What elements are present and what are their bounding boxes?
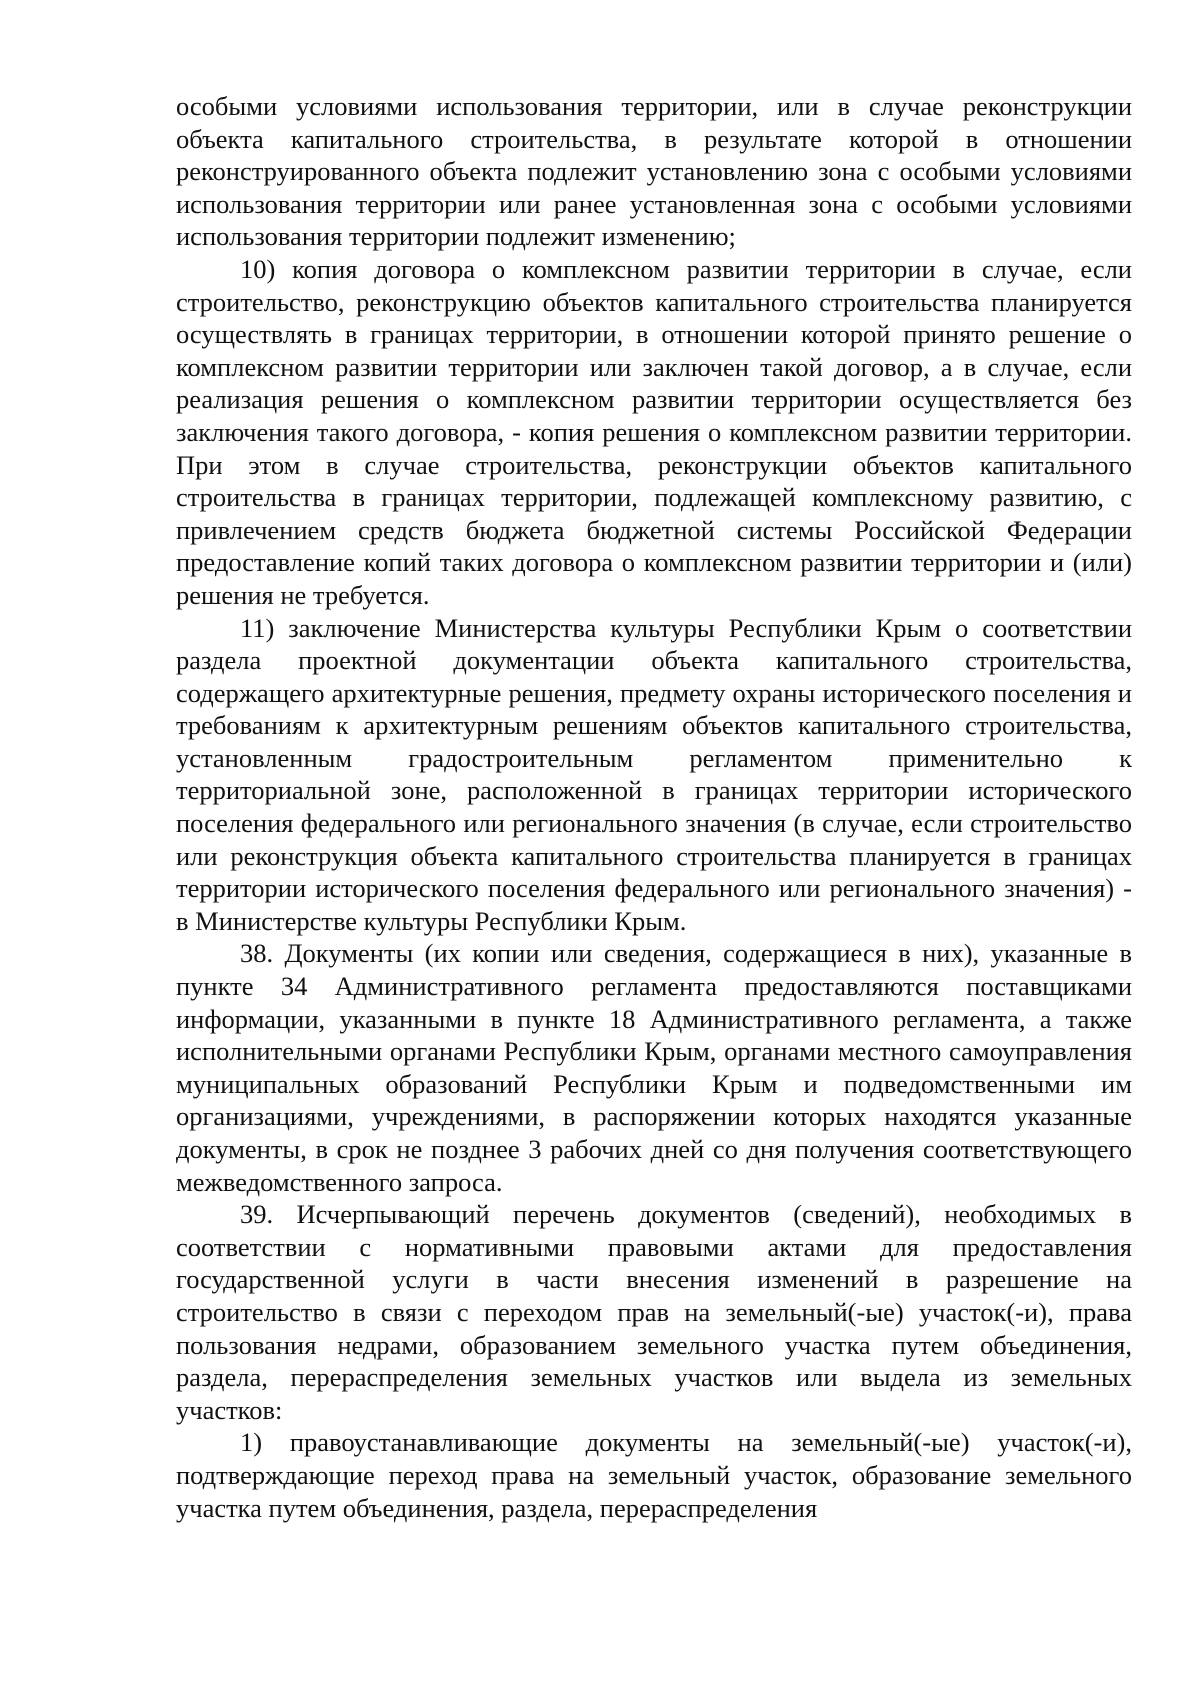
document-body xyxy=(176,90,1132,1524)
paragraph-clause-38: 38. Документы (их копии или сведения, содержащиеся в них), указанные в пункте 34 Административного регламента предоставляются поставщиками информации, указанными в пункте 18 Административного регламента, а также исполнительными органами Республики Крым, органами местного самоуправления муниципальных образований Республики Крым и подведомственными им организациями, учреждениями, в распоряжении которых находятся указанные документы, в срок не позднее 3 рабочих дней со дня получения соответствующего межведомственного запроса. xyxy=(176,938,1132,1197)
paragraph-continuation: особыми условиями использования территории, или в случае реконструкции объекта капитального строительства, в результате которой в отношении реконструированного объекта подлежит установлению зона с особыми условиями использования территории или ранее установленная зона с особыми условиями использования территории подлежит изменению; xyxy=(176,91,1132,252)
paragraph-item-1: 1) правоустанавливающие документы на земельный(-ые) участок(-и), подтверждающие переход права на земельный участок, образование земельного участка путем объединения, раздела, перераспределения xyxy=(176,1427,1132,1523)
paragraph-item-10: 10) копия договора о комплексном развитии территории в случае, если строительство, реконструкцию объектов капитального строительства планируется осуществлять в границах территории, в отношении которой принято решение о комплексном развитии территории или заключен такой договор, а в случае, если реализация решения о комплексном развитии территории осуществляется без заключения такого договора, - копия решения о комплексном развитии территории. При этом в случае строительства, реконструкции объектов капитального строительства в границах территории, подлежащей комплексному развитию, с привлечением средств бюджета бюджетной системы Российской Федерации предоставление копий таких договора о комплексном развитии территории и (или) решения не требуется. xyxy=(176,253,1132,610)
paragraph-clause-39: 39. Исчерпывающий перечень документов (сведений), необходимых в соответствии с нормативными правовыми актами для предоставления государственной услуги в части внесения изменений в разрешение на строительство в связи с переходом прав на земельный(-ые) участок(-и), права пользования недрами, образованием земельного участка путем объединения, раздела, перераспределения земельных участков или выдела из земельных участков: xyxy=(176,1199,1132,1425)
paragraph-item-11: 11) заключение Министерства культуры Республики Крым о соответствии раздела проектной документации объекта капитального строительства, содержащего архитектурные решения, предмету охраны исторического поселения и требованиям к архитектурным решениям объектов капитального строительства, установленным градостроительным регламентом применительно к территориальной зоне, расположенной в границах территории исторического поселения федерального или регионального значения (в случае, если строительство или реконструкция объекта капитального строительства планируется в границах территории исторического поселения федерального или регионального значения) - в Министерстве культуры Республики Крым. xyxy=(176,612,1132,936)
